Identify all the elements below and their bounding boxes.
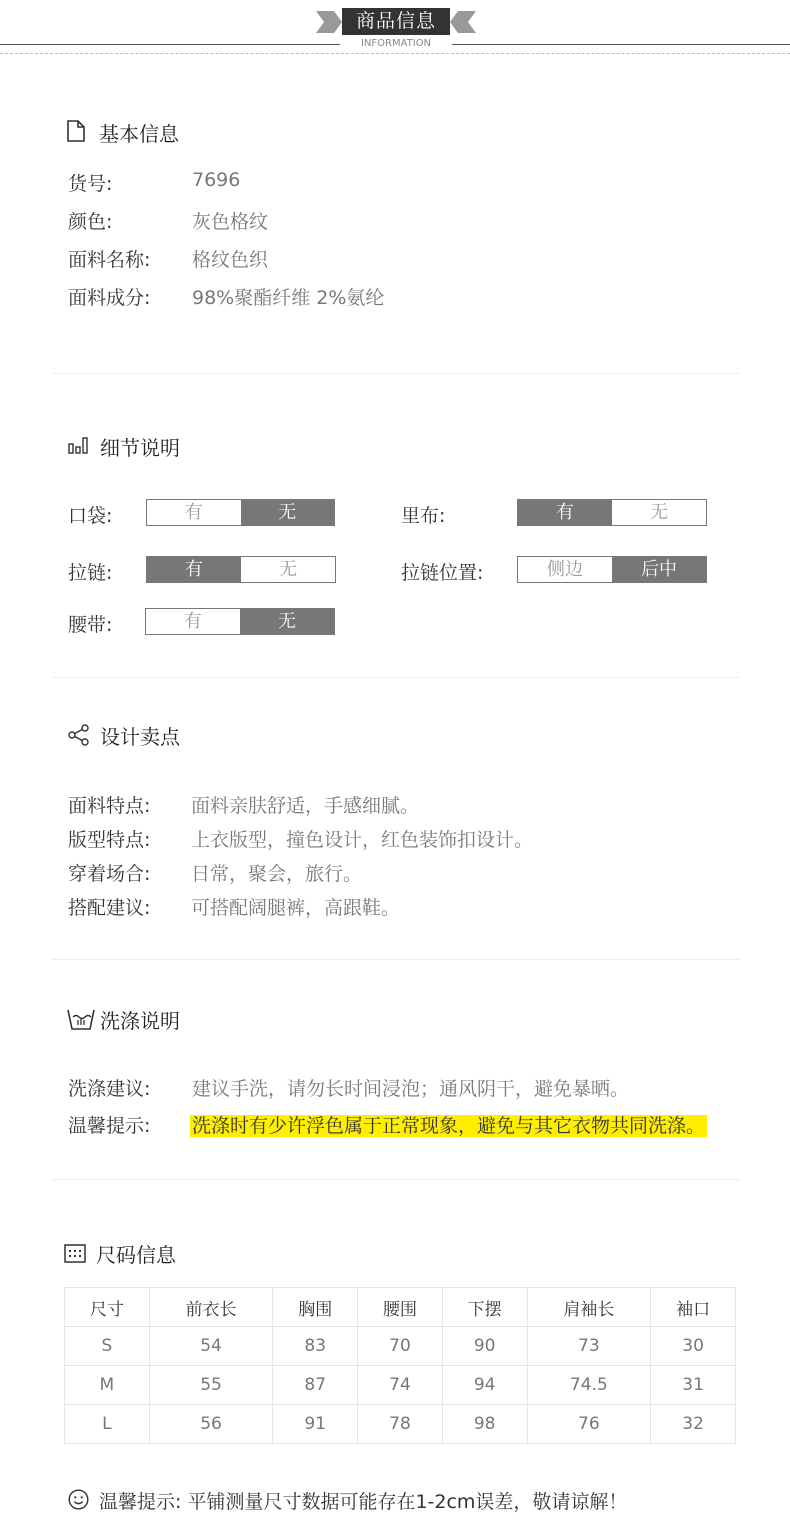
- table-cell: S: [65, 1327, 150, 1366]
- basic-label-color: 颜色:: [68, 211, 113, 233]
- wash-label-advice: 洗涤建议:: [68, 1078, 151, 1100]
- table-cell: 98: [442, 1405, 527, 1444]
- design-label-fabric: 面料特点:: [68, 795, 151, 817]
- zipper-position-option-side: 侧边: [547, 559, 583, 580]
- wash-label-tip: 温馨提示:: [68, 1115, 151, 1137]
- footer-note: 温馨提示: 平铺测量尺寸数据可能存在1-2cm误差，敬请谅解！: [99, 1491, 628, 1513]
- header-title: 商品信息: [342, 8, 450, 35]
- wash-basin-icon: [67, 1007, 95, 1031]
- design-value-fit: 上衣版型，撞色设计，红色装饰扣设计。: [191, 829, 534, 851]
- size-header-length: 前衣长: [149, 1288, 273, 1327]
- table-cell: 54: [149, 1327, 273, 1366]
- detail-label-zipper-position: 拉链位置:: [401, 562, 484, 584]
- section-divider: [52, 959, 740, 960]
- table-row: [65, 1366, 736, 1405]
- section-title-wash: 洗涤说明: [100, 1009, 180, 1033]
- size-header-hem: 下摆: [442, 1288, 527, 1327]
- header-dashed-rule: [0, 53, 790, 54]
- table-cell: 76: [527, 1405, 651, 1444]
- pocket-option-group: [146, 499, 335, 526]
- section-divider: [52, 373, 740, 374]
- basic-value-fabric-name: 格纹色织: [192, 249, 269, 271]
- table-cell: 94: [442, 1366, 527, 1405]
- design-value-fabric: 面料亲肤舒适，手感细腻。: [191, 795, 420, 817]
- zipper-position-option-back: 后中: [612, 557, 706, 582]
- basic-label-fabric-name: 面料名称:: [68, 249, 151, 271]
- detail-label-belt: 腰带:: [68, 614, 113, 636]
- pocket-option-yes: 有: [184, 502, 203, 523]
- size-header-size: 尺寸: [65, 1288, 150, 1327]
- section-title-design: 设计卖点: [100, 725, 180, 749]
- lining-option-yes: 有: [518, 500, 612, 525]
- section-title-detail: 细节说明: [100, 436, 180, 460]
- table-cell: 90: [442, 1327, 527, 1366]
- size-header-cuff: 袖口: [651, 1288, 736, 1327]
- right-chevron-icon: [450, 11, 476, 33]
- zipper-option-yes: 有: [147, 557, 241, 582]
- section-divider: [52, 1179, 740, 1180]
- wash-value-advice: 建议手洗，请勿长时间浸泡；通风阴干，避免暴晒。: [192, 1078, 630, 1100]
- table-cell: L: [65, 1405, 150, 1444]
- table-cell: 55: [149, 1366, 273, 1405]
- detail-label-zipper: 拉链:: [68, 562, 113, 584]
- smiley-icon: [68, 1489, 89, 1510]
- basic-label-sku: 货号:: [68, 173, 113, 195]
- table-cell: 30: [651, 1327, 736, 1366]
- document-icon: [67, 120, 85, 142]
- zipper-option-group: [146, 556, 336, 583]
- header-subtitle: INFORMATION: [340, 37, 452, 51]
- wash-tip-wrapper: [190, 1111, 707, 1138]
- table-cell: 74.5: [527, 1366, 651, 1405]
- lining-option-no: 无: [650, 502, 668, 523]
- detail-label-lining: 里布:: [401, 505, 446, 527]
- lining-option-group: [517, 499, 707, 526]
- table-cell: 56: [149, 1405, 273, 1444]
- table-cell: 87: [273, 1366, 358, 1405]
- share-icon: [68, 724, 90, 746]
- pocket-option-no: 无: [241, 500, 335, 525]
- table-cell: 32: [651, 1405, 736, 1444]
- section-title-basic: 基本信息: [99, 122, 179, 146]
- section-title-size: 尺码信息: [96, 1243, 176, 1267]
- wash-value-tip-highlight: 洗涤时有少许浮色属于正常现象，避免与其它衣物共同洗涤。: [192, 1115, 706, 1137]
- size-header-waist: 腰围: [358, 1288, 443, 1327]
- table-cell: 83: [273, 1327, 358, 1366]
- size-header-shoulder-sleeve: 肩袖长: [527, 1288, 651, 1327]
- basic-value-sku: 7696: [192, 169, 241, 191]
- table-cell: 73: [527, 1327, 651, 1366]
- bar-chart-icon: [68, 436, 90, 454]
- table-cell: 70: [358, 1327, 443, 1366]
- table-cell: 91: [273, 1405, 358, 1444]
- belt-option-group: [145, 608, 335, 635]
- zipper-option-no: 无: [279, 559, 297, 580]
- table-row: [65, 1327, 736, 1366]
- belt-option-no: 无: [240, 609, 334, 634]
- basic-label-composition: 面料成分:: [68, 287, 151, 309]
- design-value-occasion: 日常，聚会，旅行。: [191, 863, 363, 885]
- design-label-matching: 搭配建议:: [68, 897, 151, 919]
- zipper-position-option-group: [517, 556, 707, 583]
- detail-label-pocket: 口袋:: [68, 505, 113, 527]
- design-label-fit: 版型特点:: [68, 829, 151, 851]
- left-chevron-icon: [316, 11, 342, 33]
- table-cell: 74: [358, 1366, 443, 1405]
- size-table: [64, 1287, 736, 1444]
- belt-option-yes: 有: [184, 611, 202, 632]
- size-header-bust: 胸围: [273, 1288, 358, 1327]
- table-cell: 78: [358, 1405, 443, 1444]
- basic-value-composition: 98%聚酯纤维 2%氨纶: [192, 287, 385, 309]
- size-table-header-row: [65, 1288, 736, 1327]
- table-row: [65, 1405, 736, 1444]
- design-value-matching: 可搭配阔腿裤，高跟鞋。: [191, 897, 401, 919]
- basic-value-color: 灰色格纹: [192, 211, 269, 233]
- section-divider: [52, 677, 740, 678]
- table-cell: M: [65, 1366, 150, 1405]
- design-label-occasion: 穿着场合:: [68, 863, 151, 885]
- table-cell: 31: [651, 1366, 736, 1405]
- calendar-grid-icon: [64, 1243, 86, 1263]
